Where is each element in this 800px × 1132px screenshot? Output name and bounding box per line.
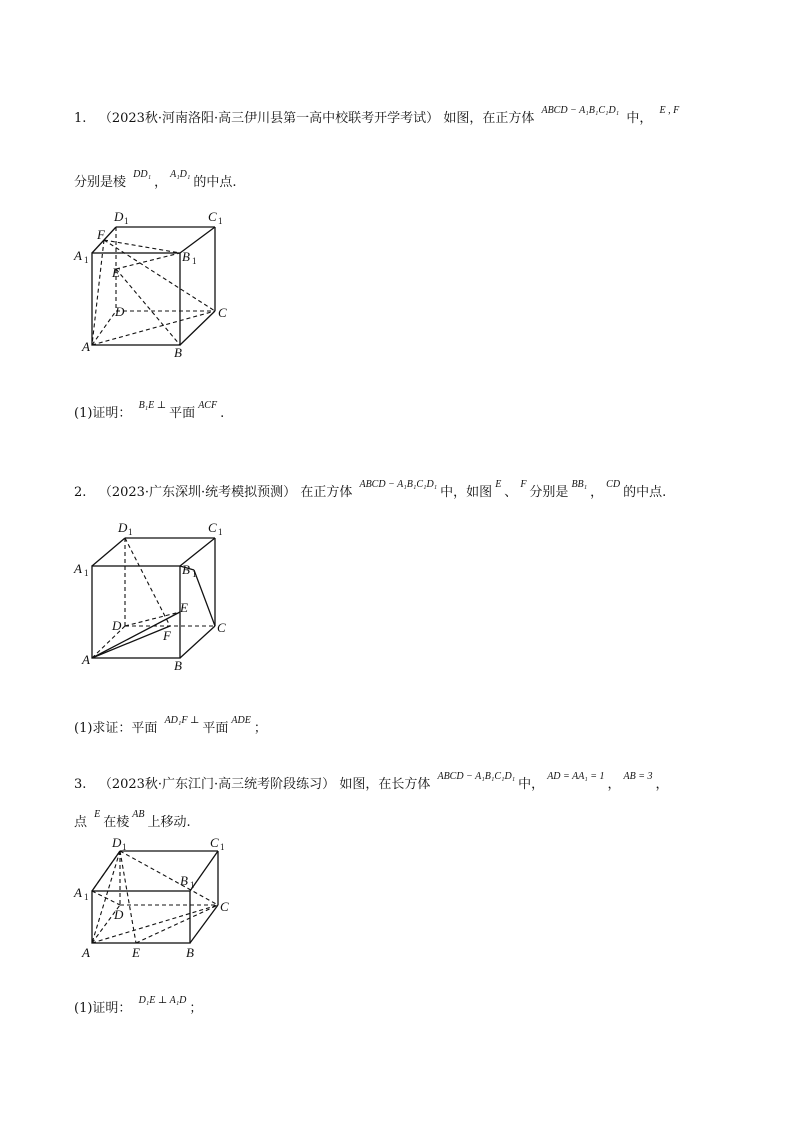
problem-number: 2.	[74, 485, 87, 500]
segment-e-b	[116, 269, 180, 345]
problem-text: 点	[74, 815, 88, 830]
problem-text: 中，如图	[440, 485, 493, 500]
label-b1: B	[182, 249, 190, 264]
math-expr: ABCD − A₁B₁C₁D₁	[437, 771, 516, 782]
problem-source: （2023秋·广东江门·高三统考阶段练习）	[98, 777, 336, 792]
math-expr: E	[94, 809, 101, 820]
label-c: C	[217, 620, 226, 635]
label-a1: A	[74, 885, 82, 900]
math-expr: AD = AA₁ = 1	[547, 771, 605, 782]
label-a1-sub: 1	[84, 255, 89, 265]
label-b1: B	[180, 873, 188, 888]
math-expr: CD	[606, 479, 621, 490]
segment-a-f	[92, 626, 170, 658]
problem-text: 的中点.	[193, 175, 237, 190]
segment-a-c	[92, 905, 218, 943]
problem-number: 3.	[74, 777, 87, 792]
label-c1: C	[208, 209, 217, 224]
problem-text: 如图，在长方体	[339, 777, 431, 792]
segment-b1-c	[194, 570, 215, 626]
math-expr: AD₁F ⊥	[164, 715, 200, 726]
label-c: C	[220, 899, 229, 914]
label-c1: C	[210, 835, 219, 850]
label-c: C	[218, 305, 227, 320]
label-c1-sub: 1	[220, 842, 225, 852]
part-label: (1)求证：平面	[74, 721, 158, 736]
problem-text: 、	[504, 485, 518, 500]
label-a: A	[82, 339, 90, 354]
cuboid-figure-3	[70, 835, 240, 965]
label-a1-sub: 1	[84, 892, 89, 902]
math-expr: F	[520, 479, 527, 490]
problem-1-line-1	[74, 105, 682, 129]
math-expr: ABCD − A₁B₁C₁D₁	[541, 105, 620, 116]
math-expr: AB	[132, 809, 145, 820]
part-label: (1)证明：	[74, 1001, 132, 1016]
label-c1: C	[208, 520, 217, 535]
math-expr: ACF	[198, 400, 218, 411]
segment-f-b1	[104, 240, 180, 253]
cube-figure-2	[70, 518, 240, 678]
problem-text: ，	[655, 777, 669, 792]
label-f: F	[163, 628, 171, 643]
segment-a-c	[92, 311, 215, 345]
cube-figure-1	[70, 205, 240, 365]
label-e: E	[132, 945, 140, 960]
edge-a1-d1	[92, 538, 125, 566]
math-expr: AB = 3	[623, 771, 653, 782]
label-f: F	[97, 227, 105, 242]
problem-text: 平面	[202, 721, 229, 736]
label-c1-sub: 1	[218, 527, 223, 537]
problem-3-line-2	[74, 809, 191, 833]
segment-d1-c	[120, 851, 218, 905]
label-d1-sub: 1	[124, 216, 129, 226]
problem-text: .	[220, 406, 225, 421]
problem-text: 中，	[626, 111, 653, 126]
label-b: B	[174, 345, 182, 360]
edge-b-c	[190, 905, 218, 943]
segment-d1-a	[92, 851, 120, 943]
problem-source: （2023秋·河南洛阳·高三伊川县第一高中校联考开学考试）	[98, 111, 440, 126]
problem-3-part-1	[74, 995, 203, 1019]
problem-text: 上移动.	[147, 815, 191, 830]
segment-e-b1	[116, 253, 180, 269]
problem-text: 的中点.	[623, 485, 667, 500]
label-d: D	[115, 304, 125, 319]
label-a1: A	[74, 248, 82, 263]
label-d: D	[112, 618, 122, 633]
label-d1: D	[112, 835, 122, 850]
label-e: E	[112, 265, 120, 280]
problem-source: （2023·广东深圳·统考模拟预测）	[98, 485, 297, 500]
problem-text: 如图，在正方体	[443, 111, 535, 126]
label-a1-sub: 1	[84, 568, 89, 578]
problem-text: 中，	[518, 777, 545, 792]
label-b: B	[174, 658, 182, 673]
math-expr: E , F	[659, 105, 680, 116]
label-b: B	[186, 945, 194, 960]
label-d1: D	[118, 520, 128, 535]
problem-text: ，	[590, 485, 604, 500]
segment-f-a	[92, 240, 104, 345]
math-expr: ADE	[231, 715, 251, 726]
front-face	[92, 253, 180, 345]
math-expr: E	[495, 479, 502, 490]
problem-text: 分别是棱	[74, 175, 127, 190]
label-d1-sub: 1	[122, 842, 127, 852]
math-expr: D₁E ⊥ A₁D	[138, 995, 187, 1006]
edge-b-c	[180, 626, 215, 658]
problem-text: ；	[253, 721, 267, 736]
segment-e-c	[136, 905, 218, 943]
problem-2-line-1	[74, 479, 667, 503]
label-a: A	[82, 652, 90, 667]
segment-f-c	[104, 240, 215, 311]
edge-b-c	[180, 311, 215, 345]
problem-2-part-1	[74, 715, 267, 739]
label-b1-sub: 1	[190, 880, 195, 890]
segment-d1-f	[125, 538, 170, 626]
math-expr: ABCD − A₁B₁C₁D₁	[359, 479, 438, 490]
segment-d-e	[125, 612, 180, 626]
label-a: A	[82, 945, 90, 960]
problem-1-line-2	[74, 169, 237, 193]
label-d1-sub: 1	[128, 527, 133, 537]
problem-text: ，	[154, 175, 168, 190]
problem-text: ；	[189, 1001, 203, 1016]
math-expr: BB₁	[571, 479, 588, 490]
problem-3-line-1	[74, 771, 669, 795]
label-b1-sub: 1	[192, 569, 197, 579]
label-c1-sub: 1	[218, 216, 223, 226]
problem-text: 在正方体	[300, 485, 353, 500]
math-expr: B₁E ⊥	[138, 400, 167, 411]
segment-d1-e	[120, 851, 136, 943]
label-d: D	[114, 907, 124, 922]
problem-text: ，	[607, 777, 621, 792]
segment-a1-d	[92, 891, 120, 905]
problem-text: 平面	[169, 406, 196, 421]
problem-text: 分别是	[529, 485, 569, 500]
problem-number: 1.	[74, 111, 87, 126]
label-b1: B	[182, 562, 190, 577]
problem-1-part-1	[74, 400, 225, 424]
label-a1: A	[74, 561, 82, 576]
front-face	[92, 566, 180, 658]
part-label: (1)证明：	[74, 406, 132, 421]
math-expr: A₁D₁	[170, 169, 191, 180]
label-d1: D	[114, 209, 124, 224]
math-expr: DD₁	[133, 169, 152, 180]
problem-text: 在棱	[103, 815, 130, 830]
label-b1-sub: 1	[192, 256, 197, 266]
label-e: E	[180, 600, 188, 615]
